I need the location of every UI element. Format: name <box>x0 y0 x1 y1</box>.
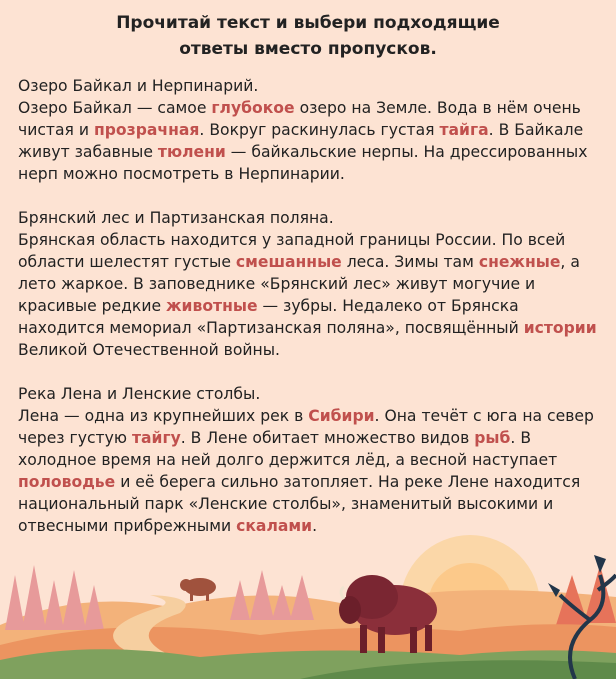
text-run: — зубры. Недалеко от Брянска находится мемориал «Партизанская поляна», посвящённый <box>18 297 524 337</box>
section-baikal <box>18 75 610 185</box>
section-bryansk <box>18 207 610 361</box>
section-lena <box>18 383 610 537</box>
answer-word[interactable]: снежные <box>478 253 561 271</box>
text-content <box>18 75 610 559</box>
section-body <box>18 229 610 361</box>
text-run: . <box>312 517 318 535</box>
text-run: Брянская область находится у западной границы России. По всей области шелестят густые <box>18 231 566 271</box>
text-run: . Она течёт с юга на север через густую <box>18 407 594 447</box>
text-run: . В Лене обитает множество видов <box>180 429 475 447</box>
answer-word[interactable]: тюлени <box>157 143 226 161</box>
section-heading: Брянский лес и Партизанская поляна. <box>18 209 334 227</box>
text-run: . В холодное время на ней долго держится лёд, а весной наступает <box>18 429 558 469</box>
answer-word[interactable]: прозрачная <box>94 121 200 139</box>
section-body <box>18 97 610 185</box>
answer-word[interactable]: тайга <box>439 121 489 139</box>
text-run: Озеро Байкал — самое <box>18 99 212 117</box>
page-title <box>0 10 616 62</box>
answer-word[interactable]: животные <box>166 297 258 315</box>
section-heading: Озеро Байкал и Нерпинарий. <box>18 77 259 95</box>
answer-word[interactable]: половодье <box>18 473 116 491</box>
text-run: Великой Отечественной войны. <box>18 341 280 359</box>
text-run: . Вокруг раскинулась густая <box>199 121 440 139</box>
text-run: , а лето жаркое. В заповеднике «Брянский лес» живут могучие и красивые редкие <box>18 253 580 315</box>
bison-small-icon <box>180 578 216 601</box>
answer-word[interactable]: Сибири <box>308 407 375 425</box>
text-run: Лена — одна из крупнейших рек в <box>18 407 309 425</box>
text-run: и её берега сильно затопляет. На реке Лене находится национальный парк «Ленские столбы», знаменитый высокими и отвесными прибрежными <box>18 473 581 535</box>
answer-word[interactable]: тайгу <box>131 429 181 447</box>
text-run: озеро на Земле. Вода в нём очень чистая и <box>18 99 581 139</box>
section-body <box>18 405 610 537</box>
text-run: . В Байкале живут забавные <box>18 121 584 161</box>
text-run: леса. Зимы там <box>341 253 479 271</box>
answer-word[interactable]: скалами <box>236 517 313 535</box>
answer-word[interactable]: глубокое <box>211 99 295 117</box>
answer-word[interactable]: рыб <box>474 429 511 447</box>
title-line-1: Прочитай текст и выбери подходящие <box>116 13 500 33</box>
answer-word[interactable]: смешанные <box>235 253 342 271</box>
title-line-2: ответы вместо пропусков. <box>179 39 437 59</box>
answer-word[interactable]: истории <box>523 319 597 337</box>
text-run: — байкальские нерпы. На дрессированных нерп можно посмотреть в Нерпинарии. <box>18 143 588 183</box>
landscape-illustration <box>0 535 616 679</box>
section-heading: Река Лена и Ленские столбы. <box>18 385 261 403</box>
